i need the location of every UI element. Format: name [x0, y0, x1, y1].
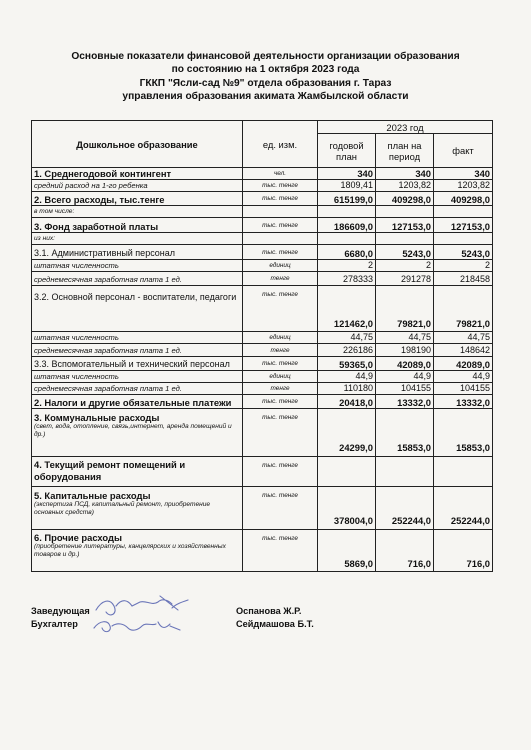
table-row — [32, 395, 493, 409]
row-note: (экспертиза ПСД, капитальный ремонт, приобретение основных средств) — [34, 501, 211, 516]
table-row — [32, 344, 493, 357]
table-row — [32, 286, 493, 332]
row-fact: 148642 — [434, 344, 493, 357]
row-period: 1203,82 — [376, 180, 434, 192]
row-period: 716,0 — [376, 530, 434, 572]
row-unit: тыс. тенге — [243, 357, 318, 371]
row-name: 3.2. Основной персонал - воспитатели, педагоги — [32, 286, 243, 332]
row-plan: 378004,0 — [318, 487, 376, 530]
table-row — [32, 487, 493, 530]
title-line-2: по состоянию на 1 октября 2023 года — [171, 64, 360, 76]
row-plan: 24299,0 — [318, 409, 376, 457]
row-unit: тыс. тенге — [243, 395, 318, 409]
row-name: 3.3. Вспомогательный и технический персонал — [32, 357, 243, 371]
table-row — [32, 332, 493, 344]
row-fact: 716,0 — [434, 530, 493, 572]
row-fact: 13332,0 — [434, 395, 493, 409]
row-period: 104155 — [376, 383, 434, 395]
row-name: штатная численность — [32, 260, 243, 272]
row-unit: чел. — [243, 168, 318, 180]
row-name: 1. Среднегодовой контингент — [32, 168, 243, 180]
row-plan: 110180 — [318, 383, 376, 395]
col-header-unit: ед. изм. — [243, 121, 318, 168]
row-fact: 218458 — [434, 272, 493, 286]
row-period: 252244,0 — [376, 487, 434, 530]
document-header — [0, 50, 531, 103]
row-fact: 409298,0 — [434, 192, 493, 206]
row-name: 3.1. Административный персонал — [32, 245, 243, 260]
row-name: штатная численность — [32, 332, 243, 344]
row-plan: 59365,0 — [318, 357, 376, 371]
row-name: из них: — [32, 233, 243, 245]
row-plan — [318, 457, 376, 487]
row-unit: единиц — [243, 332, 318, 344]
row-title: 3. Коммунальные расходы — [34, 412, 160, 423]
row-plan: 5869,0 — [318, 530, 376, 572]
row-title: 5. Капитальные расходы — [34, 490, 151, 501]
col-header-fact: факт — [434, 134, 493, 168]
row-plan: 186609,0 — [318, 218, 376, 233]
table-row — [32, 206, 493, 218]
row-unit: тыс. тенге — [243, 409, 318, 457]
row-plan: 226186 — [318, 344, 376, 357]
row-period: 409298,0 — [376, 192, 434, 206]
row-period: 42089,0 — [376, 357, 434, 371]
row-name: средний расход на 1-го ребенка — [32, 180, 243, 192]
row-unit: тенге — [243, 344, 318, 357]
row-unit: тыс. тенге — [243, 245, 318, 260]
col-header-year: 2023 год — [318, 121, 493, 134]
table-row — [32, 383, 493, 395]
table-row — [32, 357, 493, 371]
table-row — [32, 409, 493, 457]
row-name: среднемесячная заработная плата 1 ед. — [32, 383, 243, 395]
row-unit: единиц — [243, 260, 318, 272]
row-unit: тенге — [243, 272, 318, 286]
row-name: среднемесячная заработная плата 1 ед. — [32, 272, 243, 286]
row-fact: 1203,82 — [434, 180, 493, 192]
row-note: (приобретение литературы, канцелярских и хозяйственных товаров и др.) — [34, 543, 226, 558]
row-fact: 252244,0 — [434, 487, 493, 530]
row-unit: тыс. тенге — [243, 180, 318, 192]
row-period: 291278 — [376, 272, 434, 286]
table-row — [32, 168, 493, 180]
table-row — [32, 180, 493, 192]
row-plan: 278333 — [318, 272, 376, 286]
row-fact: 44,75 — [434, 332, 493, 344]
table-row — [32, 457, 493, 487]
row-title: 6. Прочие расходы — [34, 532, 122, 543]
row-name — [32, 487, 243, 530]
row-name — [32, 530, 243, 572]
accountant-label: Бухгалтер — [31, 619, 78, 629]
row-fact — [434, 457, 493, 487]
table-row — [32, 272, 493, 286]
row-period: 340 — [376, 168, 434, 180]
row-period: 44,75 — [376, 332, 434, 344]
row-fact: 15853,0 — [434, 409, 493, 457]
row-fact: 42089,0 — [434, 357, 493, 371]
col-header-plan: годовой план — [318, 134, 376, 168]
row-name: среднемесячная заработная плата 1 ед. — [32, 344, 243, 357]
row-period: 5243,0 — [376, 245, 434, 260]
row-unit: тыс. тенге — [243, 487, 318, 530]
row-unit: тыс. тенге — [243, 457, 318, 487]
row-period: 44,9 — [376, 371, 434, 383]
row-fact: 5243,0 — [434, 245, 493, 260]
row-fact: 79821,0 — [434, 286, 493, 332]
row-name: в том числе: — [32, 206, 243, 218]
row-period: 2 — [376, 260, 434, 272]
row-unit: тыс. тенге — [243, 218, 318, 233]
row-period: 79821,0 — [376, 286, 434, 332]
col-header-period: план на период — [376, 134, 434, 168]
title-line-3: ГККП "Ясли-сад №9" отдела образования г. Тараз — [139, 77, 392, 89]
row-plan: 6680,0 — [318, 245, 376, 260]
row-fact: 340 — [434, 168, 493, 180]
table-row — [32, 233, 493, 245]
row-name — [32, 409, 243, 457]
row-name: 3. Фонд заработной платы — [32, 218, 243, 233]
row-plan: 615199,0 — [318, 192, 376, 206]
row-fact: 2 — [434, 260, 493, 272]
table-row — [32, 260, 493, 272]
row-plan: 121462,0 — [318, 286, 376, 332]
row-unit: тыс. тенге — [243, 192, 318, 206]
table-row — [32, 530, 493, 572]
row-name: 4. Текущий ремонт помещений и оборудования — [32, 457, 243, 487]
row-plan: 340 — [318, 168, 376, 180]
head-name: Оспанова Ж.Р. — [236, 606, 302, 616]
table-row — [32, 192, 493, 206]
row-period — [376, 457, 434, 487]
row-period: 15853,0 — [376, 409, 434, 457]
row-period: 198190 — [376, 344, 434, 357]
row-unit: единиц — [243, 371, 318, 383]
title-line-1: Основные показатели финансовой деятельности организации образования — [71, 51, 460, 62]
row-fact: 104155 — [434, 383, 493, 395]
row-fact: 127153,0 — [434, 218, 493, 233]
row-unit: тыс. тенге — [243, 286, 318, 332]
col-header-name: Дошкольное образование — [32, 121, 243, 168]
row-fact: 44,9 — [434, 371, 493, 383]
financial-table — [31, 120, 493, 572]
table-row — [32, 371, 493, 383]
row-name: штатная численность — [32, 371, 243, 383]
handwritten-signatures — [88, 592, 193, 642]
row-name: 2. Всего расходы, тыс.тенге — [32, 192, 243, 206]
row-unit: тенге — [243, 383, 318, 395]
row-plan: 44,9 — [318, 371, 376, 383]
row-name: 2. Налоги и другие обязательные платежи — [32, 395, 243, 409]
accountant-name: Сейдмашова Б.Т. — [236, 619, 314, 629]
row-period: 13332,0 — [376, 395, 434, 409]
row-plan: 20418,0 — [318, 395, 376, 409]
row-plan: 2 — [318, 260, 376, 272]
row-plan: 1809,41 — [318, 180, 376, 192]
row-period: 127153,0 — [376, 218, 434, 233]
table-row — [32, 218, 493, 233]
title-line-4: управления образования акимата Жамбылской области — [122, 90, 409, 102]
table-row — [32, 245, 493, 260]
head-label: Заведующая — [31, 606, 90, 616]
row-plan: 44,75 — [318, 332, 376, 344]
row-unit: тыс. тенге — [243, 530, 318, 572]
row-note: (свет, вода, отопление, связь,интернет, аренда помещений и др.) — [34, 423, 232, 438]
